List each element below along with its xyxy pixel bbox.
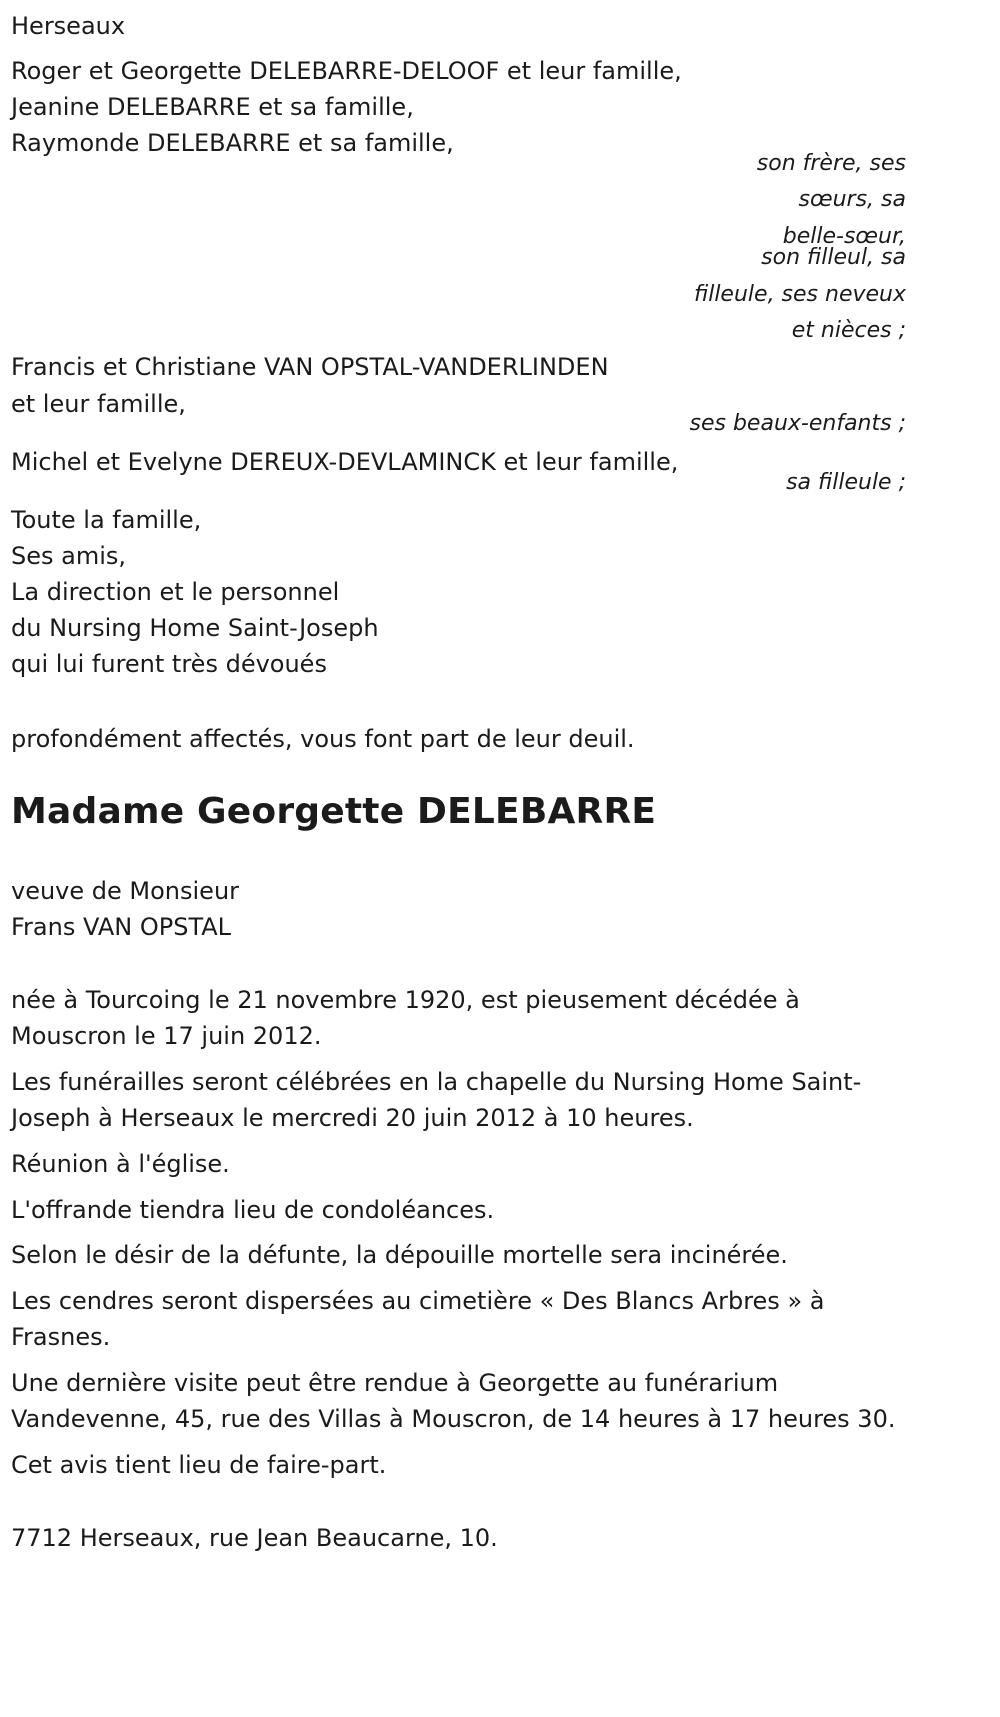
relation-text: son frère, ses xyxy=(756,151,906,176)
relation-text: sa filleule ; xyxy=(786,470,906,495)
relation-text: filleule, ses neveux xyxy=(694,282,906,307)
cremation-text: Selon le désir de la défunte, la dépouille mortelle sera incinérée. xyxy=(11,1241,788,1269)
birth-death-line: née à Tourcoing le 21 novembre 1920, est pieusement décédée à xyxy=(11,986,800,1014)
family-line: Michel et Evelyne DEREUX-DEVLAMINCK et leur famille, xyxy=(11,448,679,476)
offering-text: L'offrande tiendra lieu de condoléances. xyxy=(11,1196,495,1224)
relation-text: son filleul, sa xyxy=(761,245,906,270)
family-line: Francis et Christiane VAN OPSTAL-VANDERLINDEN xyxy=(11,353,609,381)
reunion-text: Réunion à l'église. xyxy=(11,1150,230,1178)
funeral-line: Joseph à Herseaux le mercredi 20 juin 2012 à 10 heures. xyxy=(11,1104,694,1132)
others-line: Toute la famille, xyxy=(11,506,202,534)
address-text: 7712 Herseaux, rue Jean Beaucarne, 10. xyxy=(11,1524,498,1552)
family-line: Jeanine DELEBARRE et sa famille, xyxy=(11,93,414,121)
visit-line: Une dernière visite peut être rendue à Georgette au funérarium xyxy=(11,1369,779,1397)
relation-text: belle-sœur, xyxy=(782,224,906,249)
others-line: La direction et le personnel xyxy=(11,578,340,606)
announcement: profondément affectés, vous font part de leur deuil. xyxy=(11,725,635,753)
others-line: qui lui furent très dévoués xyxy=(11,650,327,678)
ashes-line: Les cendres seront dispersées au cimetière « Des Blancs Arbres » à xyxy=(11,1287,825,1315)
relation-text: ses beaux-enfants ; xyxy=(689,411,906,436)
relation-text: sœurs, sa xyxy=(798,187,906,212)
visit-line: Vandevenne, 45, rue des Villas à Mouscron, de 14 heures à 17 heures 30. xyxy=(11,1405,896,1433)
family-line: et leur famille, xyxy=(11,390,186,418)
others-line: du Nursing Home Saint-Joseph xyxy=(11,614,379,642)
location-header: Herseaux xyxy=(11,12,126,40)
others-line: Ses amis, xyxy=(11,542,127,570)
ashes-line: Frasnes. xyxy=(11,1323,111,1351)
birth-death-line: Mouscron le 17 juin 2012. xyxy=(11,1022,322,1050)
deceased-name: Madame Georgette DELEBARRE xyxy=(11,791,657,832)
family-line: Raymonde DELEBARRE et sa famille, xyxy=(11,129,454,157)
family-line: Roger et Georgette DELEBARRE-DELOOF et leur famille, xyxy=(11,57,682,85)
widow-of-line: Frans VAN OPSTAL xyxy=(11,913,232,941)
funeral-line: Les funérailles seront célébrées en la chapelle du Nursing Home Saint- xyxy=(11,1068,862,1096)
widow-of-line: veuve de Monsieur xyxy=(11,877,240,905)
notice-text: Cet avis tient lieu de faire-part. xyxy=(11,1451,387,1479)
relation-text: et nièces ; xyxy=(791,318,906,343)
